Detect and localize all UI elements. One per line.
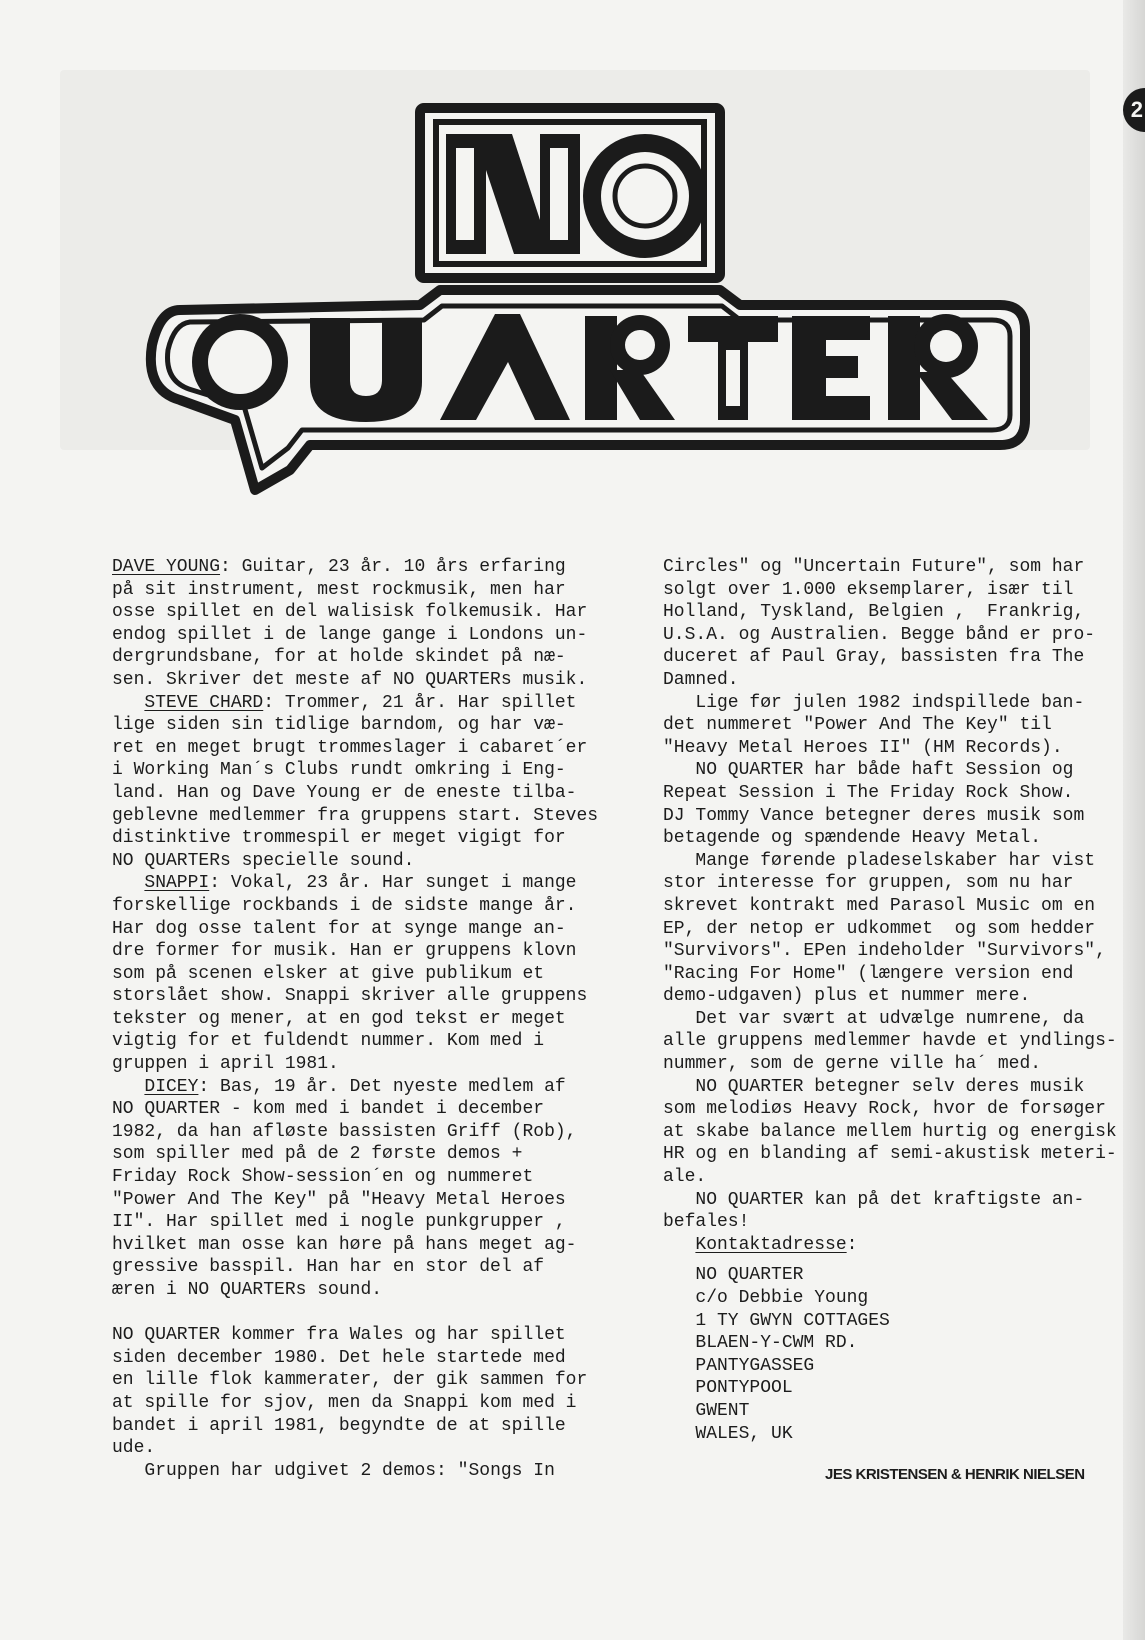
text-line [663,918,1133,941]
member-name-label: DICEY [144,1076,199,1097]
text-line [112,556,592,579]
text-line [663,1008,1133,1031]
line-text: befales! [663,1212,750,1233]
line-text: bandet i april 1981, begyndte de at spille [112,1415,566,1436]
line-text: land. Han og Dave Young er de eneste tilba- [112,782,577,803]
line-text: demo-udgaven) plus et nummer mere. [663,986,1031,1007]
line-text: betagende og spændende Heavy Metal. [663,828,1042,849]
text-line [663,1166,1133,1189]
text-line [112,963,592,986]
line-text: geblevne medlemmer fra gruppens start. Steves [112,805,599,826]
line-text: "Heavy Metal Heroes II" (HM Records). [663,737,1063,758]
line-text: endog spillet i de lange gange i Londons un- [112,624,588,645]
line-text: : Bas, 19 år. Det nyeste medlem af [198,1076,566,1097]
line-text: forskellige rockbands i de sidste mange år. [112,895,577,916]
line-text: stor interesse for gruppen, som nu har [663,873,1074,894]
address-line: PANTYGASSEG [663,1355,815,1376]
line-text: : Vokal, 23 år. Har sunget i mange [209,873,577,894]
address-line: BLAEN-Y-CWM RD. [663,1333,858,1354]
text-line [663,1189,1133,1212]
text-line [112,1234,592,1257]
text-line [663,714,1133,737]
line-text: som melodiøs Heavy Rock, hvor de forsøger [663,1099,1106,1120]
paragraph-gap [112,1302,592,1325]
text-line [112,1076,592,1099]
text-line [112,1256,592,1279]
line-text: gressive basspil. Han har en stor del af [112,1257,545,1278]
line-text: Repeat Session i The Friday Rock Show. [663,782,1074,803]
line-text: U.S.A. og Australien. Begge bånd er pro- [663,624,1096,645]
line-text: vigtig for et fuldendt nummer. Kom med i [112,1031,545,1052]
line-text: DJ Tommy Vance betegner deres musik som [663,805,1085,826]
line-text: som spiller med på de 2 første demos + [112,1144,523,1165]
text-line [663,737,1133,760]
address-line: GWENT [663,1400,750,1421]
text-line [112,1415,592,1438]
text-line [663,985,1133,1008]
line-text: "Racing For Home" (længere version end [663,963,1074,984]
line-text: : Trommer, 21 år. Har spillet [263,692,577,713]
text-line [112,669,592,692]
line-text: nummer, som de gerne ville ha´ med. [663,1054,1042,1075]
line-text: lige siden sin tidlige barndom, og har væ- [112,715,566,736]
text-line [112,601,592,624]
line-text: Friday Rock Show-session´en og nummeret [112,1167,534,1188]
text-line [112,579,592,602]
line-text: sen. Skriver det meste af NO QUARTERs musik. [112,669,588,690]
text-line [663,1030,1133,1053]
text-line [112,1166,592,1189]
line-text: : Guitar, 23 år. 10 års erfaring [220,557,566,577]
line-text: æren i NO QUARTERs sound. [112,1280,383,1300]
text-line [663,963,1133,986]
text-line [112,714,592,737]
text-line [112,1053,592,1076]
line-text: osse spillet en del walisisk folkemusik. Har [112,602,588,623]
line-text: solgt over 1.000 eksemplarer, især til [663,579,1074,600]
line-text: skrevet kontrakt med Parasol Music om en [663,895,1096,916]
address-line: 1 TY GWYN COTTAGES [663,1310,890,1331]
member-name-label: STEVE CHARD [144,692,264,713]
line-text: distinktive trommespil er meget vigigt for [112,828,566,849]
line-text: II". Har spillet med i nogle punkgrupper , [112,1212,566,1233]
line-text: Circles" og "Uncertain Future", som har [663,557,1085,577]
text-line [663,782,1133,805]
contact-address [663,1264,1133,1445]
line-text: NO QUARTER har både haft Session og [695,760,1074,781]
line-text: dergrundsbane, for at holde skindet på næ- [112,647,566,668]
line-text: : [846,1234,858,1255]
line-text: ale. [663,1167,707,1188]
line-text: NO QUARTERs specielle sound. [112,850,415,871]
author-credit: JES KRISTENSEN & HENRIK NIELSEN [825,1466,1085,1483]
text-line [112,759,592,782]
line-text: Gruppen har udgivet 2 demos: "Songs In [144,1460,555,1481]
page-edge [1123,0,1145,1640]
line-text: Det var svært at udvælge numrene, da [695,1008,1085,1029]
text-line [112,805,599,828]
text-line [112,985,592,1008]
line-text: siden december 1980. Det hele startede med [112,1347,566,1368]
text-line [112,1392,592,1415]
text-line [663,556,1133,579]
text-line [112,1211,592,1234]
text-line [112,1324,592,1347]
line-text: det nummeret "Power And The Key" til [663,715,1052,736]
address-line: PONTYPOOL [663,1378,793,1399]
text-line [112,1143,592,1166]
text-line [112,872,592,895]
text-line [663,759,1133,782]
text-line [112,737,592,760]
text-line [663,1053,1133,1076]
text-line [112,646,592,669]
line-text: hvilket man osse kan høre på hans meget ag- [112,1234,577,1255]
line-text: Holland, Tyskland, Belgien , Frankrig, [663,602,1085,623]
article-left-column [112,556,599,1482]
line-text: gruppen i april 1981. [112,1054,339,1075]
text-line [663,1076,1133,1099]
text-line [663,1143,1133,1166]
text-line [112,1121,592,1144]
text-line [112,827,592,850]
text-line [663,1211,1133,1234]
line-text: tekster og mener, at en god tekst er meget [112,1008,566,1029]
text-line [112,1369,592,1392]
text-line [112,1460,592,1483]
text-line [663,895,1133,918]
line-text: ude. [112,1438,156,1459]
member-name-label: DAVE YOUNG [112,557,221,577]
address-line: c/o Debbie Young [663,1288,869,1308]
text-line [112,850,592,873]
line-text: "Power And The Key" på "Heavy Metal Heroes [112,1189,566,1210]
line-text: at spille for sjov, men da Snappi kom med i [112,1392,577,1413]
line-text: alle gruppens medlemmer havde et yndlings- [663,1031,1117,1052]
line-text: ret en meget brugt trommeslager i cabaret´er [112,737,588,758]
text-line [663,1234,1133,1257]
text-line [663,669,1133,692]
article-right-column [663,556,1133,1445]
line-text: HR og en blanding af semi-akustisk meteri- [663,1144,1117,1165]
line-text: NO QUARTER kommer fra Wales og har spillet [112,1325,566,1346]
line-text: som på scenen elsker at give publikum et [112,963,545,984]
text-line [663,1121,1133,1144]
text-line [112,940,592,963]
member-name-label: Kontaktadresse [695,1234,847,1255]
line-text: Mange førende pladeselskaber har vist [695,850,1096,871]
text-line [112,895,592,918]
member-name-label: SNAPPI [144,873,210,894]
text-line [663,624,1133,647]
line-text: "Survivors". EPen indeholder "Survivors", [663,941,1106,962]
text-line [112,1030,592,1053]
line-text: en lille flok kammerater, der gik sammen for [112,1370,588,1391]
text-line [663,579,1133,602]
address-line: NO QUARTER [663,1265,804,1286]
line-text: EP, der netop er udkommet og som hedder [663,918,1096,939]
text-line [663,872,1133,895]
line-text: storslået show. Snappi skriver alle gruppens [112,986,588,1007]
text-line [663,805,1133,828]
address-line: WALES, UK [663,1423,793,1444]
text-line [112,782,592,805]
page-number-tab: 2 [1123,88,1145,132]
text-line [663,692,1133,715]
line-text: dre former for musik. Han er gruppens klovn [112,941,577,962]
line-text: Har dog osse talent for at synge mange an- [112,918,566,939]
text-line [663,940,1133,963]
text-line [112,1437,592,1460]
line-text: Lige før julen 1982 indspillede ban- [695,692,1085,713]
text-line [663,1098,1133,1121]
line-text: NO QUARTER - kom med i bandet i december [112,1099,545,1120]
text-line [663,646,1133,669]
line-text: NO QUARTER betegner selv deres musik [695,1076,1085,1097]
text-line [112,918,592,941]
text-line [112,624,592,647]
text-line [112,1008,592,1031]
text-line [663,827,1133,850]
text-line [112,1347,592,1370]
text-line [112,1279,592,1302]
line-text: at skabe balance mellem hurtig og energisk [663,1121,1117,1142]
line-text: i Working Man´s Clubs rundt omkring i Eng- [112,760,566,781]
no-quarter-logo [140,100,1040,530]
text-line [112,1098,592,1121]
text-line [112,1189,592,1212]
text-line [663,850,1133,873]
text-line [663,601,1133,624]
line-text: 1982, da han afløste bassisten Griff (Rob), [112,1121,577,1142]
line-text: duceret af Paul Gray, bassisten fra The [663,647,1085,668]
line-text: Damned. [663,669,739,690]
text-line [112,692,592,715]
line-text: på sit instrument, mest rockmusik, men har [112,579,566,600]
line-text: NO QUARTER kan på det kraftigste an- [695,1189,1085,1210]
